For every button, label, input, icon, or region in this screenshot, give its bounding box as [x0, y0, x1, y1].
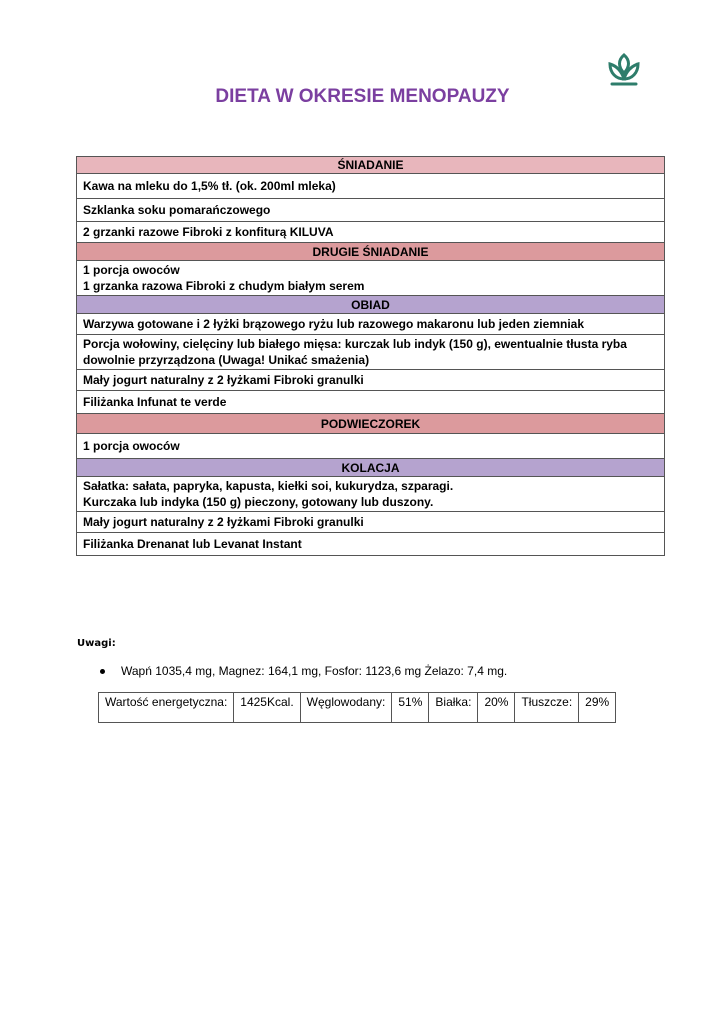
meal-plan-table	[76, 156, 665, 556]
bullet-icon	[100, 669, 105, 674]
table-row	[77, 370, 665, 391]
section-header-label: PODWIECZOREK	[77, 414, 665, 434]
table-row	[77, 512, 665, 533]
table-row	[77, 335, 665, 370]
meal-item-line: Sałatka: sałata, papryka, kapusta, kiełki soi, kukurydza, szparagi.	[83, 479, 454, 493]
section-header-snack	[77, 414, 665, 434]
meal-item-line: 1 grzanka razowa Fibroki z chudym białym serem	[83, 279, 365, 293]
section-header-label: ŚNIADANIE	[77, 157, 665, 174]
table-row	[77, 477, 665, 512]
minerals-text: Wapń 1035,4 mg, Magnez: 164,1 mg, Fosfor: 1123,6 mg Żelazo: 7,4 mg.	[121, 664, 508, 678]
lotus-leaf-icon	[605, 51, 643, 89]
meal-item-line: 1 porcja owoców	[83, 263, 180, 277]
meal-item: 2 grzanki razowe Fibroki z konfiturą KILUVA	[77, 222, 665, 243]
fat-label: Tłuszcze:	[515, 693, 579, 723]
meal-item: Kawa na mleku do 1,5% tł. (ok. 200ml mleka)	[77, 174, 665, 199]
meal-item: Mały jogurt naturalny z 2 łyżkami Fibroki granulki	[77, 512, 665, 533]
section-header-dinner	[77, 459, 665, 477]
table-row	[77, 199, 665, 222]
table-row	[77, 533, 665, 556]
meal-item: 1 porcja owoców	[77, 434, 665, 459]
meal-item: Mały jogurt naturalny z 2 łyżkami Fibroki granulki	[77, 370, 665, 391]
meal-item-line: Porcja wołowiny, cielęciny lub białego mięsa: kurczak lub indyk (150 g), ewentualnie tłusta ryba	[83, 337, 627, 351]
meal-item: Filiżanka Drenanat lub Levanat Instant	[77, 533, 665, 556]
notes-label: Uwagi:	[77, 638, 116, 649]
table-row	[77, 174, 665, 199]
carbs-label: Węglowodany:	[300, 693, 392, 723]
meal-item: Warzywa gotowane i 2 łyżki brązowego ryżu lub razowego makaronu lub jeden ziemniak	[77, 314, 665, 335]
section-header-lunch	[77, 296, 665, 314]
section-header-label: OBIAD	[77, 296, 665, 314]
meal-item	[77, 261, 665, 296]
meal-item-line: Kurczaka lub indyka (150 g) pieczony, gotowany lub duszony.	[83, 495, 434, 509]
table-row	[77, 391, 665, 414]
table-row	[77, 434, 665, 459]
meal-item	[77, 335, 665, 370]
protein-value: 20%	[478, 693, 515, 723]
table-row	[77, 314, 665, 335]
fat-value: 29%	[579, 693, 616, 723]
table-row	[77, 222, 665, 243]
protein-label: Białka:	[429, 693, 478, 723]
table-row	[77, 261, 665, 296]
meal-item-line: dowolnie przyrządzona (Uwaga! Unikać smażenia)	[83, 353, 370, 367]
meal-item	[77, 477, 665, 512]
nutrition-table	[98, 692, 616, 723]
section-header-label: KOLACJA	[77, 459, 665, 477]
meal-item: Filiżanka Infunat te verde	[77, 391, 665, 414]
page-title: DIETA W OKRESIE MENOPAUZY	[215, 86, 510, 107]
section-header-label: DRUGIE ŚNIADANIE	[77, 243, 665, 261]
section-header-breakfast	[77, 157, 665, 174]
notes-bullet-item	[100, 664, 507, 678]
section-header-second-breakfast	[77, 243, 665, 261]
carbs-value: 51%	[392, 693, 429, 723]
meal-item: Szklanka soku pomarańczowego	[77, 199, 665, 222]
table-row	[99, 693, 616, 723]
energy-label: Wartość energetyczna:	[99, 693, 234, 723]
energy-value: 1425Kcal.	[234, 693, 300, 723]
